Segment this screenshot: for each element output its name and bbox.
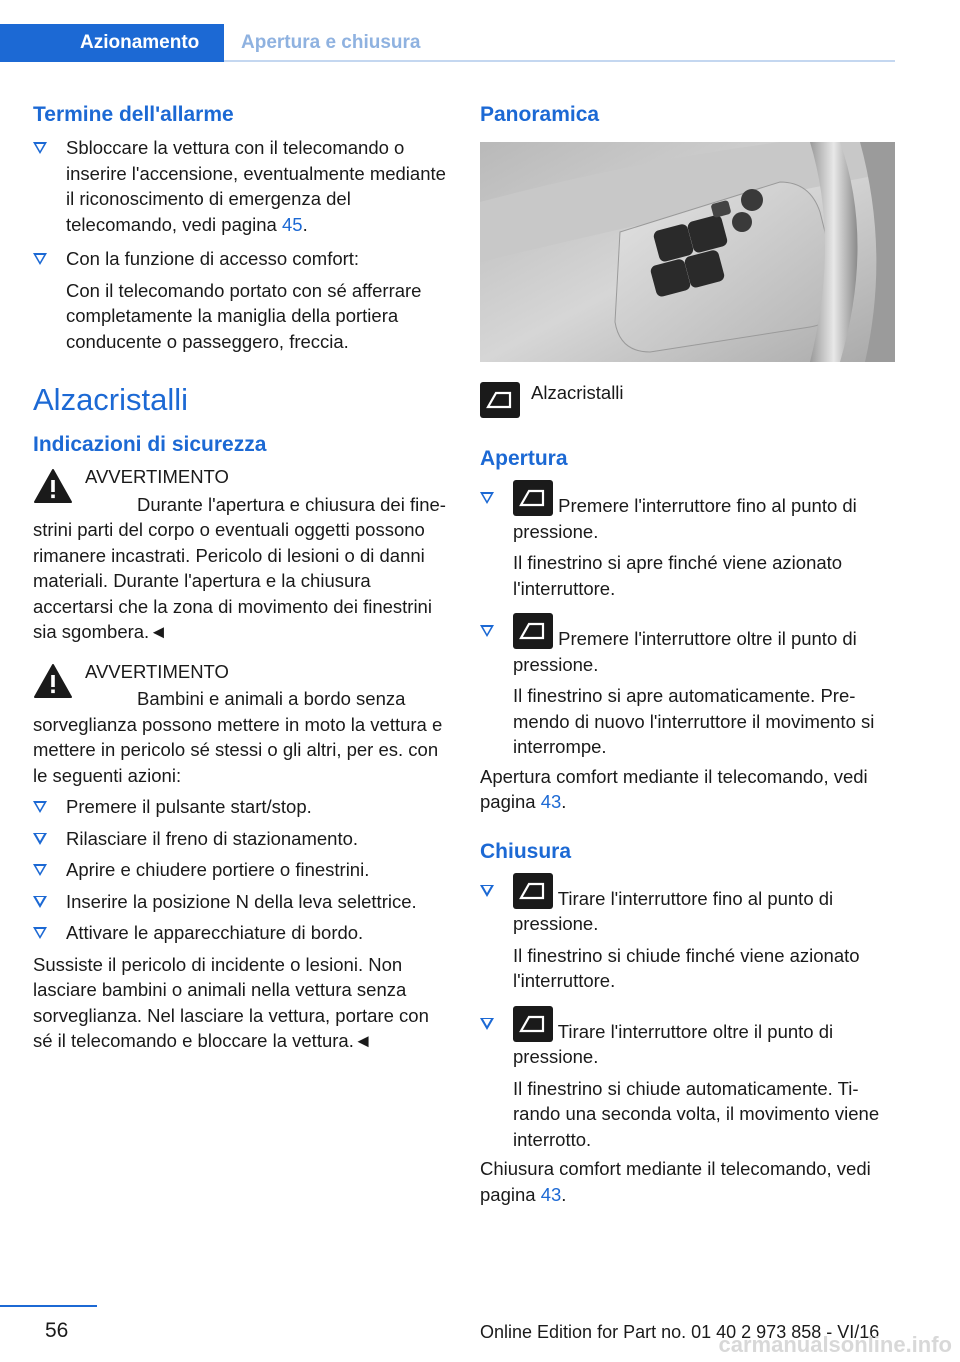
open-bullet-1-text: Premere l'interruttore fino al punto di pressione. <box>513 495 857 542</box>
open-bullet-2-text: Premere l'interruttore oltre il punto di pressione. <box>513 628 857 675</box>
warning-triangle-icon <box>33 468 73 504</box>
window-switch-icon <box>513 1006 553 1042</box>
list-item: Rilasciare il freno di stazionamento. <box>33 826 448 852</box>
page-ref-43-link[interactable]: 43 <box>540 791 562 812</box>
list-item: Attivare le apparecchiature di bordo. <box>33 920 448 946</box>
bullet-triangle-icon <box>33 927 47 939</box>
actions-list <box>33 794 448 946</box>
right-column <box>480 100 895 1207</box>
warning-triangle-icon <box>33 663 73 699</box>
list-item: Aprire e chiudere portiere o finestrini. <box>33 857 448 883</box>
warning-1-title: AVVERTIMENTO <box>85 466 229 487</box>
edition-text: Online Edition for Part no. 01 40 2 973 858 - VI/16 <box>480 1322 880 1342</box>
alarm-heading: Termine dell'allarme <box>33 103 234 126</box>
tab-apertura-chiusura[interactable]: Apertura e chiusura <box>241 32 421 53</box>
footer-accent-line <box>0 1305 97 1307</box>
open-comfort-paragraph: Apertura comfort mediante il telecomando, vedi pagina 43. <box>480 765 868 812</box>
door-panel-image <box>480 142 895 362</box>
close-bullet-2 <box>480 1006 895 1153</box>
bullet-triangle-icon <box>33 833 47 845</box>
page-number: 56 <box>45 1319 69 1342</box>
open-bullet-1 <box>480 480 895 601</box>
alarm-bullet-2-cont: Con il telecomando portato con sé afferrare completamente la maniglia della portiera conducente o passeggero, freccia. <box>66 279 422 352</box>
alarm-bullet-2 <box>33 246 448 354</box>
page-ref-43-link[interactable]: 43 <box>540 1183 562 1205</box>
close-bullet-1-text: Tirare l'interruttore fino al punto di pressione. <box>513 887 834 934</box>
warning-1-text: Durante l'apertura e chiusura dei finestrini parti del corpo o eventuali oggetti possono rimanere incastrati. Pericolo di lesioni o di danni materiali. Durante l'apertura e la chiusura accertarsi che la zona di movimento dei finestrini sia sgombera.◄ <box>33 493 446 642</box>
header-tabbar <box>0 24 895 62</box>
open-heading: Apertura <box>480 447 568 470</box>
bullet-triangle-icon <box>480 625 494 637</box>
bullet-triangle-icon <box>33 142 47 154</box>
window-switch-icon <box>513 873 553 909</box>
watermark: carmanualsonline.info <box>718 1332 952 1357</box>
window-switch-photo <box>480 142 895 362</box>
tab-divider-line <box>224 60 895 62</box>
warning-2-title: AVVERTIMENTO <box>85 660 229 682</box>
legend-row <box>480 382 895 422</box>
bullet-triangle-icon <box>33 864 47 876</box>
open-bullet-1-cont: Il finestrino si apre finché viene azionato l'interruttore. <box>513 552 843 599</box>
close-bullet-1 <box>480 873 895 994</box>
open-bullet-2-cont: Il finestrino si apre automaticamente. Premendo di nuovo l'interruttore il movimento si interrompe. <box>513 685 875 757</box>
left-column <box>33 100 448 1054</box>
bullet-triangle-icon <box>480 885 494 897</box>
page-ref-45-link[interactable]: 45 <box>281 213 303 235</box>
warning-2-text: Bambini e animali a bordo senza sorveglianza possono mettere in moto la vettura e mettere in pericolo sé stessi o gli altri, per es. con le seguenti azioni: <box>33 688 443 786</box>
list-item: Premere il pulsante start/stop. <box>33 794 448 820</box>
closing-paragraph: Sussiste il pericolo di incidente o lesioni. Non lasciare bambini o animali nella vettura senza sorveglianza. Nel lasciare la vettura, portare con sé il telecomando e bloccare la vettura.◄ <box>33 953 429 1051</box>
window-switch-icon <box>513 480 553 516</box>
safety-heading: Indicazioni di sicurezza <box>33 433 267 456</box>
window-switch-icon <box>513 613 553 649</box>
window-switch-icon <box>480 382 520 418</box>
close-comfort-paragraph: Chiusura comfort mediante il telecomando, vedi pagina 43. <box>480 1158 871 1205</box>
close-bullet-2-cont: Il finestrino si chiude automaticamente. Tirando una seconda volta, il movimento viene interrotto. <box>513 1077 880 1150</box>
bullet-triangle-icon <box>33 896 47 908</box>
bullet-triangle-icon <box>33 253 47 265</box>
tab-azionamento[interactable]: Azionamento <box>0 24 224 62</box>
bullet-triangle-icon <box>480 492 494 504</box>
close-bullet-2-text: Tirare l'interruttore oltre il punto di pressione. <box>513 1020 834 1067</box>
legend-label: Alzacristalli <box>531 382 624 403</box>
list-item: Inserire la posizione N della leva selettrice. <box>33 889 448 915</box>
close-bullet-1-cont: Il finestrino si chiude finché viene azionato l'interruttore. <box>513 944 860 991</box>
warning-block-2 <box>33 659 448 789</box>
bullet-triangle-icon <box>480 1018 494 1030</box>
warning-block-1 <box>33 464 448 645</box>
alarm-bullet-2-text: Con la funzione di accesso comfort: <box>66 248 360 269</box>
alarm-bullet-1-text: Sbloccare la vettura con il telecomando o inserire l'accensione, eventualmente mediante il riconoscimento di emergenza del telecomando, vedi pagina <box>66 137 446 235</box>
section-title-alzacristalli: Alzacristalli <box>33 382 189 417</box>
close-heading: Chiusura <box>480 839 572 863</box>
bullet-triangle-icon <box>33 801 47 813</box>
alarm-bullet-1: Sbloccare la vettura con il telecomando o inserire l'accensione, eventualmente mediante il riconoscimento di emergenza del telecomando, vedi pagina 45. <box>33 135 448 237</box>
open-bullet-2 <box>480 613 895 760</box>
overview-heading: Panoramica <box>480 103 600 126</box>
